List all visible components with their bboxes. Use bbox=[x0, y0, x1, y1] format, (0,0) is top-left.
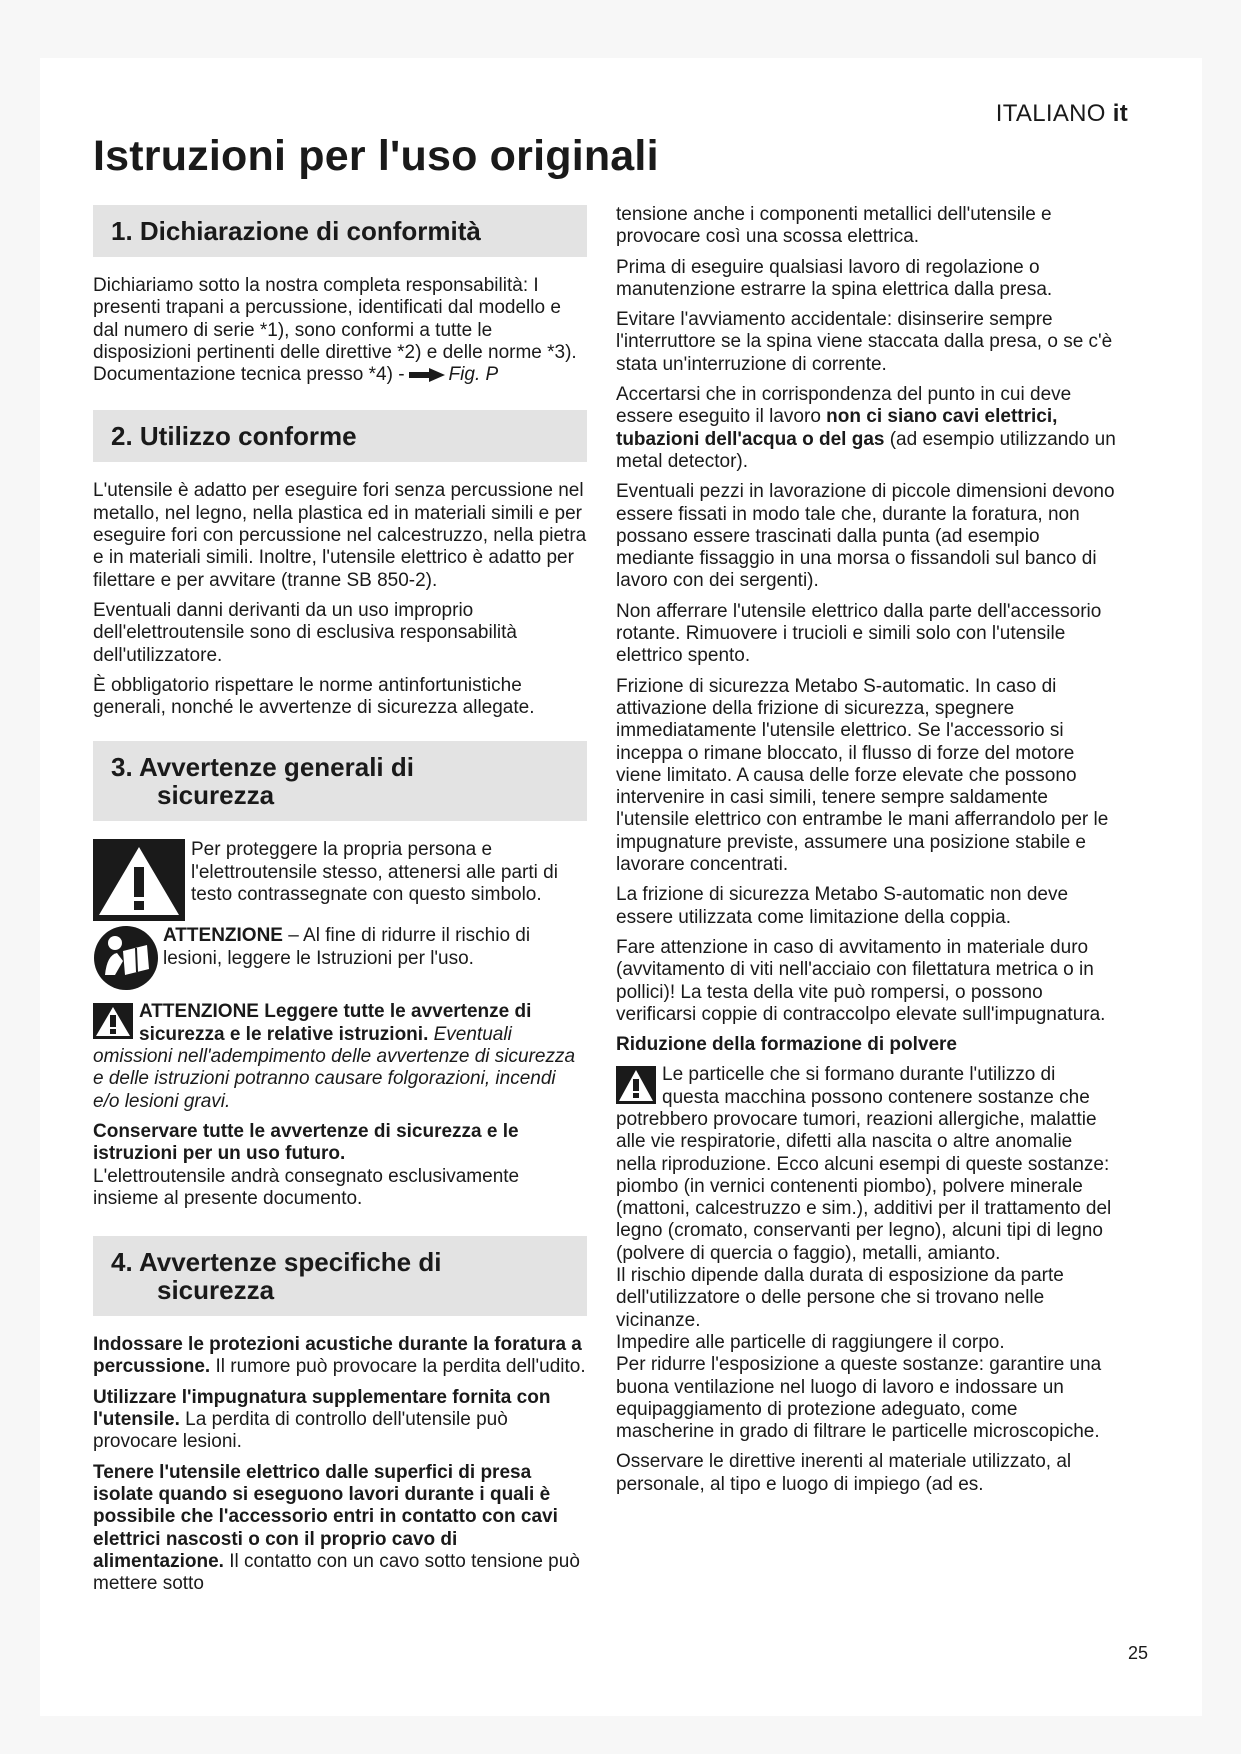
warning-symbol-row bbox=[93, 839, 587, 921]
keep-warnings-text: L'elettroutensile andrà consegnato esclusivamente insieme al presente documento. bbox=[93, 1165, 520, 1209]
section-heading-general-safety: 3. Avvertenze generali di sicurezza bbox=[93, 741, 587, 821]
warning-symbol-text: Per proteggere la propria persona e l'elettroutensile stesso, attenersi alle parti di testo contrassegnate con questo simbolo. bbox=[191, 839, 558, 906]
section-heading-conformity: 1. Dichiarazione di conformità bbox=[93, 205, 587, 257]
warning-triangle-dust-icon bbox=[616, 1066, 656, 1104]
arrow-right-icon bbox=[409, 368, 445, 382]
read-manual-row bbox=[93, 925, 587, 991]
right-text-3: Evitare l'avviamento accidentale: disinserire sempre l'interruttore se la spina viene staccata dalla presa, o se c'è stata un'interruzione di corrente. bbox=[616, 309, 1113, 375]
right-column bbox=[616, 204, 1116, 1504]
right-text-6: Non afferrare l'utensile elettrico dalla parte dell'accessorio rotante. Rimuovere i trucioli e simili solo con l'utensile elettrico spento. bbox=[616, 600, 1102, 667]
dust-risk: Il rischio dipende dalla durata di esposizione da parte dell'utilizzatore o delle persone che si trovano nelle vicinanze. bbox=[616, 1265, 1064, 1331]
warning-triangle-small-icon bbox=[93, 1003, 133, 1039]
right-text-9: Fare attenzione in caso di avvitamento in materiale duro (avvitamento di viti nell'acciaio con filettatura metrica o in pollici)! La testa della vite può rompersi, o possono verificarsi coppie di contraccolpo elevate sull'impugnatura. bbox=[616, 936, 1106, 1025]
attention-read-manual: ATTENZIONE – Al fine di ridurre il rischio di lesioni, leggere le Istruzioni per l'uso. bbox=[163, 925, 531, 969]
keep-warnings-heading: Conservare tutte le avvertenze di sicurezza e le istruzioni per un uso futuro. bbox=[93, 1120, 519, 1165]
dust-text: Le particelle che si formano durante l'utilizzo di questa macchina possono contenere sostanze che potrebbero provocare tumori, reazioni allergiche, malattie alle vie respiratorie, difetti alla nascita o altre anomalie nella riproduzione. Ecco alcuni esempi di queste sostanze: piombo (in vernici contenenti piombo), polvere minerale (mattoni, calcestruzzo e sim.), additivi per il trattamento del legno (cromato, conservanti per legno), alcuni tipi di legno (polvere di quercia o faggio), metalli, amianto. bbox=[616, 1064, 1112, 1264]
right-text-5: Eventuali pezzi in lavorazione di piccole dimensioni devono essere fissati in modo tale che, durante la foratura, non possano essere trascinati dalla punta (ad esempio mediante fissaggio in una morsa o fissandoli sul banco di lavoro con dei sergenti). bbox=[616, 481, 1115, 592]
attention-all-warnings: ATTENZIONE Leggere tutte le avvertenze di sicurezza e le relative istruzioni. Eventuali omissioni nell'adempimento delle avvertenze di sicurezza e delle istruzioni potranno causare folgorazioni, incendi e/o lesioni gravi. bbox=[93, 1001, 576, 1112]
conformity-text: Dichiariamo sotto la nostra completa responsabilità: I presenti trapani a percussione, identificati dal modello e dal numero di serie *1), sono conformi a tutte le disposizioni pertinenti delle direttive *2) e delle norme *3). Documentazione tecnica presso *4) - Fig. P bbox=[93, 275, 577, 386]
read-manual-icon bbox=[93, 925, 159, 991]
intended-use-text-1: L'utensile è adatto per eseguire fori senza percussione nel metallo, nel legno, nella plastica ed in materiali simili e per eseguire fori con percussione nel calcestruzzo, nella pietra e in materiali simili. Inoltre, l'utensile elettrico è adatto per filettare e per avvitare (tranne SB 850-2). bbox=[93, 480, 587, 591]
intended-use-text-3: È obbligatorio rispettare le norme antinfortunistiche generali, nonché le avvertenze di sicurezza allegate. bbox=[93, 674, 535, 719]
specific-safety-3: Tenere l'utensile elettrico dalle superfici di presa isolate quando si eseguono lavori durante i quali è possibile che l'accessorio entri in contatto con cavi elettrici nascosti o con il proprio cavo di alimentazione. Il contatto con un cavo sotto tensione può mettere sotto bbox=[93, 1461, 580, 1595]
specific-safety-2: Utilizzare l'impugnatura supplementare fornita con l'utensile. La perdita di controllo dell'utensile può provocare lesioni. bbox=[93, 1386, 551, 1453]
right-text-4: Accertarsi che in corrispondenza del punto in cui deve essere eseguito il lavoro non ci siano cavi elettrici, tubazioni dell'acqua o del gas (ad esempio utilizzando un metal detector). bbox=[616, 384, 1116, 472]
right-text-7: Frizione di sicurezza Metabo S-automatic. In caso di attivazione della frizione di sicurezza, spegnere immediatamente l'utensile elettrico. Se l'accessorio si inceppa o rimane bloccato, il flusso di forze del motore viene limitato. A causa delle forze elevate che possono intervenire in casi simili, tenere sempre saldamente l'utensile elettrico con entrambe le mani afferrandolo per le impugnature previste, assumere una posizione stabile e lavorare concentrati. bbox=[616, 675, 1109, 876]
page-number: 25 bbox=[1128, 1643, 1149, 1663]
right-text-2: Prima di eseguire qualsiasi lavoro di regolazione o manutenzione estrarre la spina elettrica dalla presa. bbox=[616, 256, 1053, 300]
intended-use-text-2: Eventuali danni derivanti da un uso improprio dell'elettroutensile sono di esclusiva responsabilità dell'utilizzatore. bbox=[93, 599, 517, 666]
right-text-8: La frizione di sicurezza Metabo S-automatic non deve essere utilizzata come limitazione della coppia. bbox=[616, 884, 1069, 928]
right-text-last: Osservare le direttive inerenti al materiale utilizzato, al personale, al tipo e luogo di impiego (ad es. bbox=[616, 1451, 1072, 1495]
language-header: ITALIANO it bbox=[995, 100, 1128, 127]
left-column bbox=[93, 205, 587, 1603]
page-title: Istruzioni per l'uso originali bbox=[93, 132, 659, 180]
section-heading-intended-use: 2. Utilizzo conforme bbox=[93, 410, 587, 462]
right-text-1: tensione anche i componenti metallici dell'utensile e provocare così una scossa elettrica. bbox=[616, 204, 1052, 248]
section-heading-specific-safety: 4. Avvertenze specifiche di sicurezza bbox=[93, 1236, 587, 1316]
warning-triangle-icon bbox=[93, 839, 185, 921]
dust-heading: Riduzione della formazione di polvere bbox=[616, 1034, 957, 1056]
dust-body: Impedire alle particelle di raggiungere il corpo. bbox=[616, 1331, 1005, 1353]
specific-safety-1: Indossare le protezioni acustiche durante la foratura a percussione. Il rumore può provocare la perdita dell'udito. bbox=[93, 1334, 586, 1378]
dust-reduce: Per ridurre l'esposizione a queste sostanze: garantire una buona ventilazione nel luogo di lavoro e indossare un equipaggiamento di protezione adeguato, come mascherine in grado di filtrare le particelle microscopiche. bbox=[616, 1354, 1102, 1443]
